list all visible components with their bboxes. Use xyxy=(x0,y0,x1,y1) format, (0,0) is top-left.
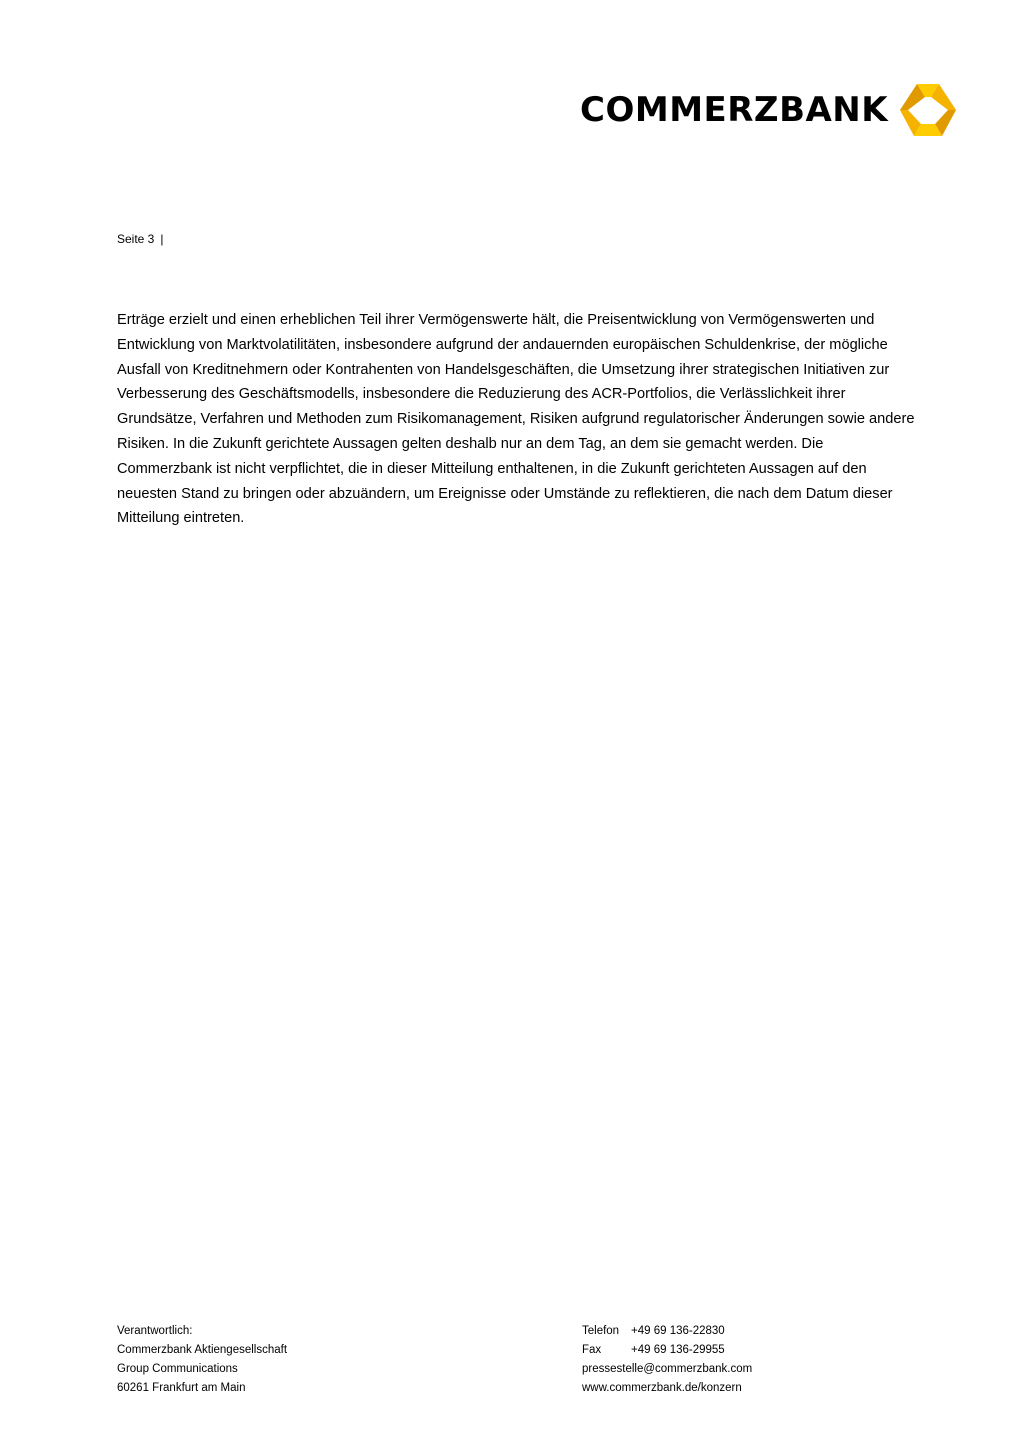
phone-number: +49 69 136-22830 xyxy=(631,1325,725,1337)
footer-contact xyxy=(582,1322,752,1398)
commerzbank-logo xyxy=(580,82,960,138)
fax-label: Fax xyxy=(582,1344,602,1356)
footer-website: www.commerzbank.de/konzern xyxy=(582,1382,742,1394)
footer-address: 60261 Frankfurt am Main xyxy=(117,1382,246,1394)
footer-phone-line xyxy=(582,1322,752,1341)
page-number xyxy=(117,232,163,246)
footer-email: pressestelle@commerzbank.com xyxy=(582,1363,753,1375)
footer-heading: Verantwortlich: xyxy=(117,1325,193,1337)
page-separator: | xyxy=(160,232,164,246)
commerzbank-ribbon-icon xyxy=(898,82,958,138)
fax-number: +49 69 136-29955 xyxy=(631,1344,725,1356)
page-label: Seite 3 xyxy=(117,232,155,246)
footer-responsible xyxy=(117,1322,287,1398)
phone-label: Telefon xyxy=(582,1325,620,1337)
body-paragraph: Erträge erzielt und einen erheblichen Teil ihrer Vermögenswerte hält, die Preisentwicklung von Vermögenswerten und Entwicklung von Marktvolatilitäten, insbesondere aufgrund der andauernden europäischen Schuldenkrise, der mögliche Ausfall von Kreditnehmern oder Kontrahenten von Handelsgeschäften, die Umsetzung ihrer strategischen Initiativen zur Verbesserung des Geschäftsmodells, insbesondere die Reduzierung des ACR-Portfolios, die Verlässlichkeit ihrer Grundsätze, Verfahren und Methoden zum Risikomanagement, Risiken aufgrund regulatorischer Änderungen sowie andere Risiken. In die Zukunft gerichtete Aussagen gelten deshalb nur an dem Tag, an dem sie gemacht werden. Die Commerzbank ist nicht verpflichtet, die in dieser Mitteilung enthaltenen, in die Zukunft gerichteten Aussagen auf den neuesten Stand zu bringen oder abzuändern, um Ereignisse oder Umstände zu reflektieren, die nach dem Datum dieser Mitteilung eintreten. xyxy=(117,312,915,527)
logo-wordmark: COMMERZBANK xyxy=(580,90,889,130)
footer-fax-line xyxy=(582,1341,752,1360)
footer-department: Group Communications xyxy=(117,1363,238,1375)
footer-company: Commerzbank Aktiengesellschaft xyxy=(117,1344,288,1356)
